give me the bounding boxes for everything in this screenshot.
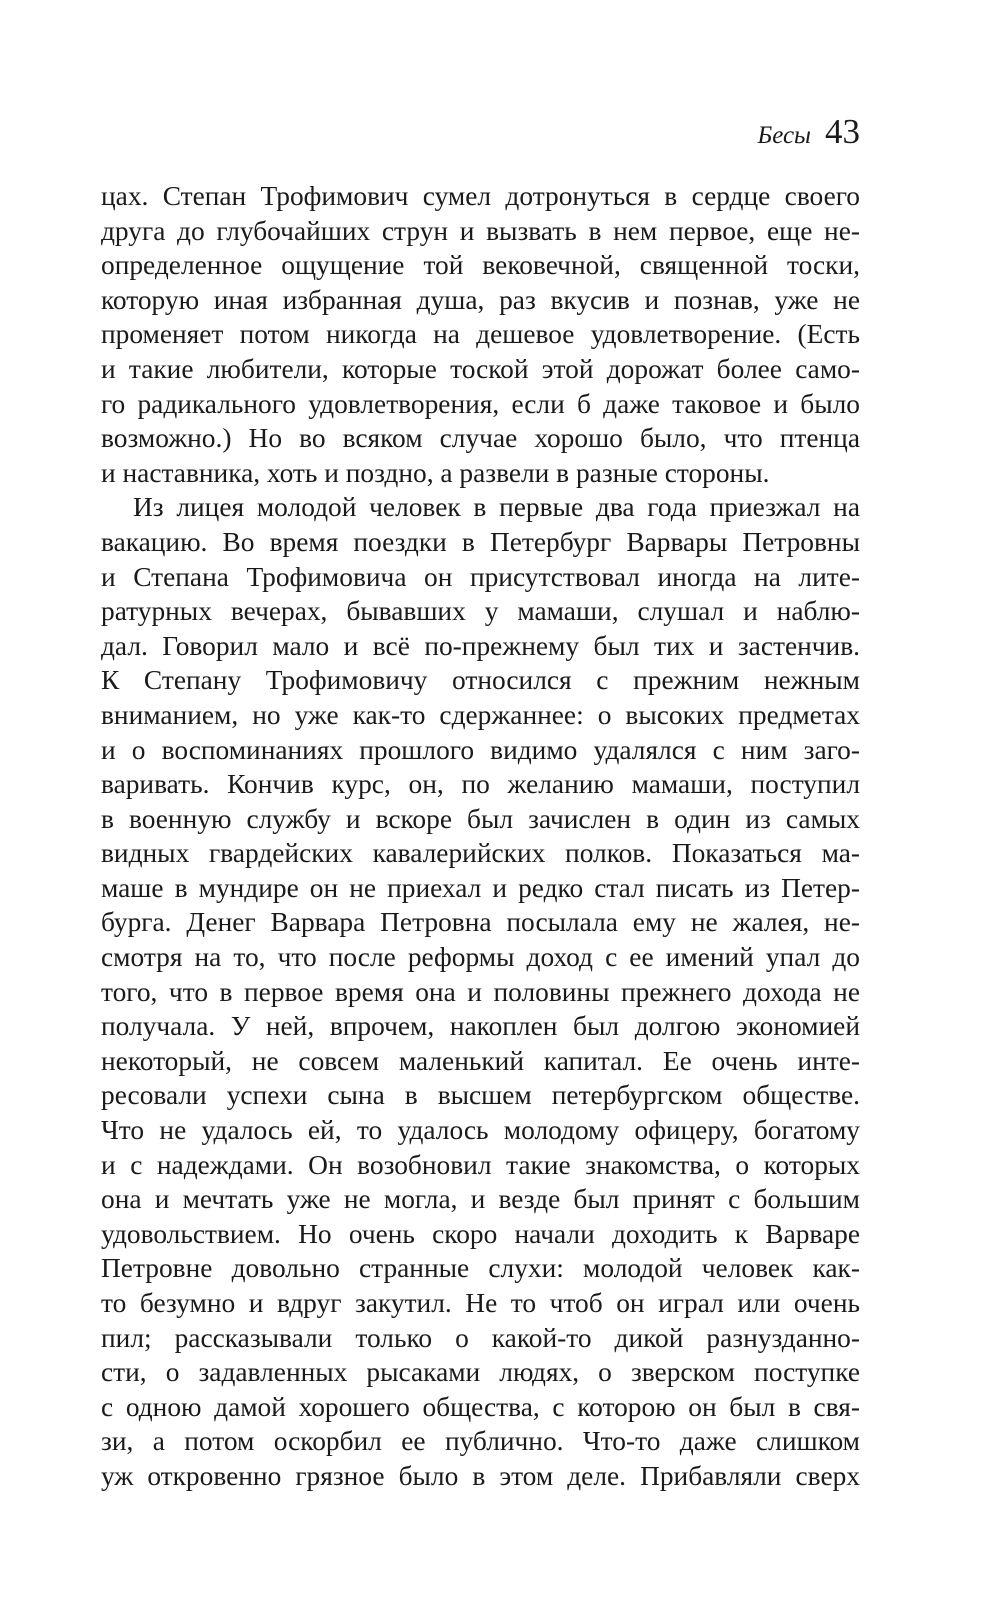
text-line: возможно.) Но во всяком случае хорошо было, что птенца — [101, 423, 860, 454]
text-line: видных гвардейских кавалерийских полков. Показаться ма- — [101, 838, 860, 869]
text-line: она и мечтать уже не могла, и везде был принят с большим — [101, 1184, 860, 1215]
text-line: цах. Степан Трофимович сумел дотронуться в сердце своего — [101, 181, 860, 211]
text-line: Что не удалось ей, то удалось молодому офицеру, богатому — [101, 1115, 860, 1146]
paragraph-last-line: и наставника, хоть и поздно, а развели в разные стороны. — [101, 457, 770, 488]
text-line: К Степану Трофимовичу относился с прежним нежным — [101, 665, 860, 696]
text-line: уж откровенно грязное было в этом деле. Прибавляли сверх — [101, 1460, 860, 1491]
text-line: променяет потом никогда на дешевое удовлетворение. (Есть — [101, 319, 860, 350]
page-number: 43 — [825, 112, 860, 151]
text-line: и с надеждами. Он возобновил такие знакомства, о которых — [101, 1149, 860, 1180]
text-line: Петровне довольно странные слухи: молодой человек как- — [101, 1253, 860, 1284]
text-line: го радикального удовлетворения, если б даже таковое и было — [101, 388, 860, 419]
text-line: и такие любители, которые тоской этой дорожат более само- — [101, 353, 860, 384]
text-line: получала. У ней, впрочем, накоплен был долгою экономией — [101, 1011, 860, 1042]
text-line: сти, о задавленных рысаками людях, о зверском поступке — [101, 1357, 860, 1388]
text-line: удовольствием. Но очень скоро начали доходить к Варваре — [101, 1218, 860, 1249]
paragraph-first-line: Из лицея молодой человек в первые два года приезжал на — [133, 492, 860, 523]
text-line: в военную службу и вскоре был зачислен в один из самых — [101, 803, 860, 834]
text-line: смотря на то, что после реформы доход с ее имений упал до — [101, 942, 860, 973]
text-line: пил; рассказывали только о какой-то дикой разнузданно- — [101, 1322, 860, 1353]
running-head — [757, 112, 860, 152]
text-line: маше в мундире он не приехал и редко стал писать из Петер- — [101, 872, 860, 903]
text-line: некоторый, не совсем маленький капитал. Ее очень инте- — [101, 1045, 860, 1076]
text-line: с одною дамой хорошего общества, с которою он был в свя- — [101, 1391, 860, 1422]
text-line: ресовали успехи сына в высшем петербургском обществе. — [101, 1080, 860, 1111]
text-line: зи, а потом оскорбил ее публично. Что-то даже слишком — [101, 1426, 860, 1457]
text-line: вниманием, но уже как-то сдержаннее: о высоких предметах — [101, 699, 860, 730]
text-line: которую иная избранная душа, раз вкусив и познав, уже не — [101, 284, 860, 315]
running-title: Бесы — [757, 122, 811, 149]
text-line: друга до глубочайших струн и вызвать в нем первое, еще не- — [101, 215, 860, 246]
text-line: и Степана Трофимовича он присутствовал иногда на лите- — [101, 561, 860, 592]
body-text — [101, 179, 860, 1494]
text-line: того, что в первое время она и половины прежнего дохода не — [101, 976, 860, 1007]
text-line: бурга. Денег Варвара Петровна посылала ему не жалея, не- — [101, 907, 860, 938]
text-line: варивать. Кончив курс, он, по желанию мамаши, поступил — [101, 769, 860, 800]
text-line: дал. Говорил мало и всё по-прежнему был тих и застенчив. — [101, 630, 860, 661]
text-line: вакацию. Во время поездки в Петербург Варвары Петровны — [101, 526, 860, 557]
text-line: определенное ощущение той вековечной, священной тоски, — [101, 250, 860, 281]
text-line: то безумно и вдруг закутил. Не то чтоб он играл или очень — [101, 1288, 860, 1318]
text-line: ратурных вечерах, бывавших у мамаши, слушал и наблю- — [101, 596, 860, 627]
text-line: и о воспоминаниях прошлого видимо удалялся с ним заго- — [101, 734, 860, 765]
